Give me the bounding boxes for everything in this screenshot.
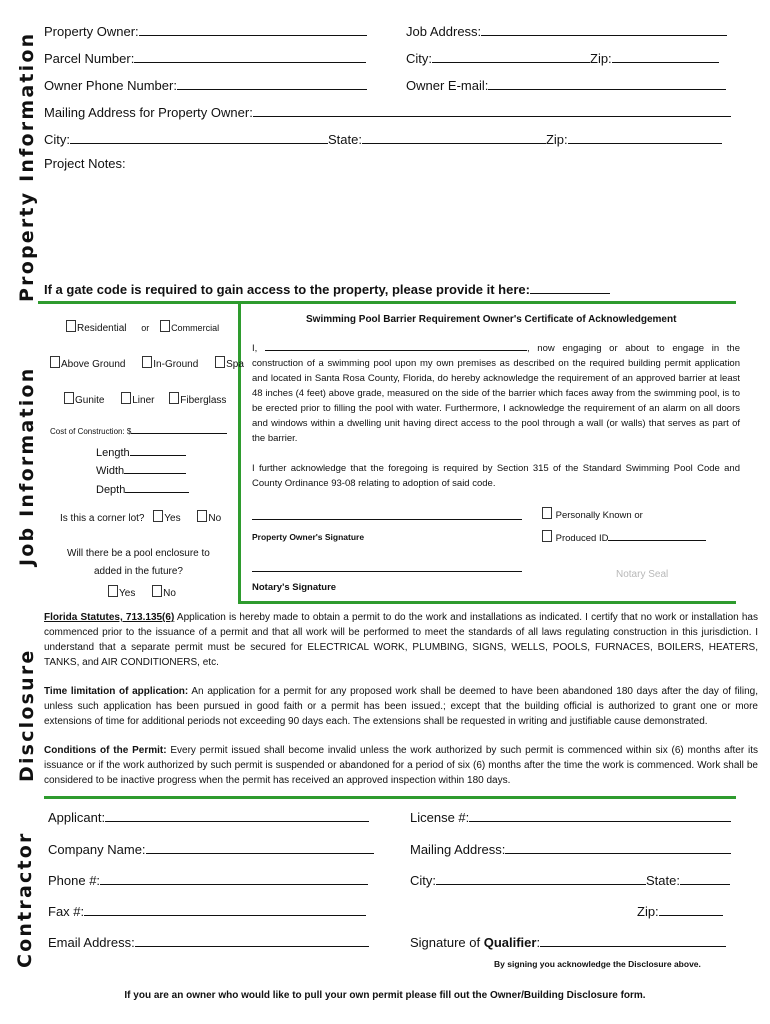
owner-email-input[interactable] <box>488 76 726 90</box>
liner-checkbox[interactable]: Liner <box>121 395 154 406</box>
fax-field[interactable] <box>48 902 366 919</box>
above-ground-checkbox[interactable]: Above Ground <box>50 359 126 370</box>
applicant-label: Applicant: <box>48 810 106 825</box>
enclosure-no-checkbox[interactable]: No <box>152 588 176 599</box>
or-text: or <box>141 323 150 333</box>
job-address-label: Job Address: <box>406 24 482 39</box>
owner-phone-input[interactable] <box>177 76 367 90</box>
mailing-city-label: City: <box>44 132 70 147</box>
company-label: Company Name: <box>48 842 146 857</box>
cost-label: Cost of Construction: $ <box>50 427 132 436</box>
divider-job-bottom <box>238 601 736 604</box>
barrier-paragraph-1: I, , now engaging or about to engage in the construction of a swimming pool upon my own premises as described on the required building permit application and located in Santa Rosa County, Florida, do hereby acknowledge the requirement of an approved barrier at least 48 inches (4 feet) above grade, measured on the side of the barrier which faces away from the swimming pool, is to be erected prior to filling the pool with water. Furthermore, I acknowledge the requirement of an alarm on all doors and windows within a dwelling unit having direct access to the pool through a wall (or walls) that serves as part of the barrier. <box>252 340 740 446</box>
parcel-number-label: Parcel Number: <box>44 51 135 66</box>
owner-signature-line[interactable] <box>252 519 522 520</box>
property-owner-field[interactable] <box>44 22 367 39</box>
contractor-zip-field[interactable] <box>637 902 723 919</box>
mailing-state-label: State: <box>328 132 362 147</box>
gate-code-input[interactable] <box>530 280 610 294</box>
statute-title: Florida Statutes, 713.135(6) <box>44 612 175 623</box>
qualifier-signature-bold: Qualifier <box>483 935 537 950</box>
phone-label: Phone #: <box>48 873 101 888</box>
depth-label: Depth <box>96 484 126 496</box>
contractor-mailing-field[interactable] <box>410 840 731 857</box>
qualifier-colon: : <box>536 935 541 950</box>
length-field[interactable] <box>96 442 186 459</box>
enclosure-row <box>108 585 176 599</box>
disclosure-acknowledge-note: By signing you acknowledge the Disclosure above. <box>494 959 701 969</box>
fax-label: Fax #: <box>48 904 85 919</box>
contractor-mailing-label: Mailing Address: <box>410 842 506 857</box>
depth-field[interactable] <box>96 479 189 496</box>
license-label: License #: <box>410 810 470 825</box>
parcel-number-field[interactable] <box>44 49 366 66</box>
residential-checkbox[interactable]: Residential <box>66 323 126 334</box>
mailing-zip-label: Zip: <box>545 132 568 147</box>
barrier-owner-name-input[interactable] <box>265 340 527 351</box>
phone-input[interactable] <box>100 871 368 885</box>
building-type-row <box>66 320 219 334</box>
statute-paragraph: Florida Statutes, 713.135(6) Application is hereby made to obtain a permit to do the work and installations as indicated. I certify that no work or installation has commenced prior to the issuance of a permit and that all work will be performed to meet the standards of all laws regulating construction in this jurisdiction. I understand that a separate permit must be secured for ELECTRICAL WORK, PLUMBING, SIGNS, WELLS, POOLS, FURNACES, BOILERS, HEATERS, TANKS, and AIR CONDITIONERS, etc. <box>44 612 758 668</box>
cost-field[interactable] <box>50 424 227 436</box>
produced-id-field[interactable]: Produced ID <box>542 530 706 544</box>
corner-lot-yes-checkbox[interactable]: Yes <box>153 513 180 524</box>
corner-lot-no-checkbox[interactable]: No <box>197 513 221 524</box>
depth-input[interactable] <box>125 479 189 493</box>
fax-input[interactable] <box>84 902 366 916</box>
job-city-input[interactable] <box>432 49 590 63</box>
gunite-checkbox[interactable]: Gunite <box>64 395 104 406</box>
in-ground-checkbox[interactable]: In-Ground <box>142 359 198 370</box>
barrier-paragraph-2: I further acknowledge that the foregoing is required by Section 315 of the Standard Swimming Pool Code and County Ordinance 93-08 relating to adoption of said code. <box>252 463 740 489</box>
mailing-city-state-zip[interactable] <box>44 130 722 147</box>
applicant-input[interactable] <box>105 808 369 822</box>
project-notes-label: Project Notes: <box>44 156 126 171</box>
company-input[interactable] <box>146 840 374 854</box>
barrier-title: Swimming Pool Barrier Requirement Owner's Certificate of Acknowledgement <box>306 314 677 325</box>
email-field[interactable] <box>48 933 369 950</box>
notary-seal-label: Notary Seal <box>616 569 669 580</box>
width-label: Width <box>96 465 125 477</box>
job-zip-input[interactable] <box>612 49 719 63</box>
job-city-field[interactable] <box>406 49 719 66</box>
time-limitation-paragraph: Time limitation of application: An application for a permit for any proposed work shall be deemed to have been abandoned 180 days after the day of filing, unless such application has been pursued in good faith or a permit has been issued.; except that the building official is authorized to grant one or more extensions of time for additional periods not exceeding 90 days each. The extensions shall be requested in writing and justifiable cause demonstrated. <box>44 686 758 727</box>
corner-lot-row <box>60 510 221 524</box>
owner-email-label: Owner E-mail: <box>406 78 489 93</box>
parcel-number-input[interactable] <box>134 49 366 63</box>
conditions-title: Conditions of the Permit: <box>44 745 167 756</box>
notary-signature-line[interactable] <box>252 571 522 572</box>
length-input[interactable] <box>130 442 186 456</box>
fiberglass-checkbox[interactable]: Fiberglass <box>169 395 226 406</box>
divider-disclosure <box>44 796 736 799</box>
contractor-zip-input[interactable] <box>659 902 723 916</box>
job-zip-label: Zip: <box>590 51 612 66</box>
width-field[interactable] <box>96 460 186 477</box>
contractor-city-input[interactable] <box>436 871 646 885</box>
contractor-zip-label: Zip: <box>637 904 659 919</box>
owner-email-field[interactable] <box>406 76 726 93</box>
commercial-checkbox[interactable]: Commercial <box>160 323 219 334</box>
pool-type-row <box>50 356 244 370</box>
property-owner-input[interactable] <box>139 22 367 36</box>
qualifier-signature-input[interactable] <box>540 933 726 947</box>
cost-input[interactable] <box>131 424 227 434</box>
divider-job-vertical <box>238 304 241 602</box>
contractor-mailing-input[interactable] <box>505 840 731 854</box>
job-city-label: City: <box>406 51 432 66</box>
mailing-address-label: Mailing Address for Property Owner: <box>44 105 253 120</box>
owner-signature-label: Property Owner's Signature <box>252 532 365 542</box>
email-label: Email Address: <box>48 935 135 950</box>
spa-checkbox[interactable]: Spa <box>215 359 244 370</box>
time-limitation-title: Time limitation of application: <box>44 686 189 697</box>
contractor-label: Contractor <box>14 831 36 968</box>
job-information-label: Job Information <box>16 366 38 566</box>
license-input[interactable] <box>469 808 731 822</box>
notary-signature-label: Notary's Signature <box>252 582 337 593</box>
material-row <box>64 392 226 406</box>
contractor-state-input[interactable] <box>680 871 730 885</box>
enclosure-yes-checkbox[interactable]: Yes <box>108 588 135 599</box>
job-address-input[interactable] <box>481 22 727 36</box>
applicant-field[interactable] <box>48 808 369 825</box>
qualifier-signature-prefix: Signature of <box>410 935 484 950</box>
owner-permit-footer: If you are an owner who would like to pull your own permit please fill out the Owner/Building Disclosure form. <box>124 990 646 1001</box>
license-field[interactable] <box>410 808 731 825</box>
contractor-city-label: City: <box>410 873 436 888</box>
conditions-paragraph: Conditions of the Permit: Every permit issued shall become invalid unless the work authorized by such permit is commenced within six (6) months after its issuance or if the work authorized by such permit is suspended or abandoned for a period of six (6) months after the time the work is commenced. Work shall be considered to be inactive progress when the permit has received an approved inspection within 180 days. <box>44 745 758 786</box>
corner-lot-question: Is this a corner lot? <box>60 513 145 524</box>
project-notes-area[interactable] <box>44 176 734 274</box>
contractor-state-label: State: <box>646 873 680 888</box>
email-input[interactable] <box>135 933 369 947</box>
mailing-address-field[interactable] <box>44 103 731 120</box>
qualifier-signature-field[interactable] <box>410 933 726 950</box>
produced-id-input[interactable] <box>608 530 706 541</box>
mailing-city-input[interactable] <box>70 130 328 144</box>
personally-known-checkbox[interactable]: Personally Known or <box>542 507 643 521</box>
disclosure-label: Disclosure <box>16 648 38 782</box>
mailing-address-input[interactable] <box>253 103 731 117</box>
phone-field[interactable] <box>48 871 368 888</box>
property-information-label: Property Information <box>16 31 38 302</box>
gate-code-label: If a gate code is required to gain access to the property, please provide it here: <box>44 282 530 297</box>
mailing-state-input[interactable] <box>362 130 546 144</box>
width-input[interactable] <box>124 460 186 474</box>
enclosure-question-1: Will there be a pool enclosure to <box>67 548 210 559</box>
property-owner-label: Property Owner: <box>44 24 139 39</box>
owner-phone-field[interactable] <box>44 76 367 93</box>
length-label: Length <box>96 447 130 459</box>
contractor-city-state-field[interactable] <box>410 871 730 888</box>
divider-property <box>38 301 736 304</box>
job-address-field[interactable] <box>406 22 727 39</box>
mailing-zip-input[interactable] <box>568 130 722 144</box>
owner-phone-label: Owner Phone Number: <box>44 78 177 93</box>
gate-code-field[interactable] <box>44 280 610 297</box>
enclosure-question-2: added in the future? <box>94 566 183 577</box>
company-field[interactable] <box>48 840 374 857</box>
